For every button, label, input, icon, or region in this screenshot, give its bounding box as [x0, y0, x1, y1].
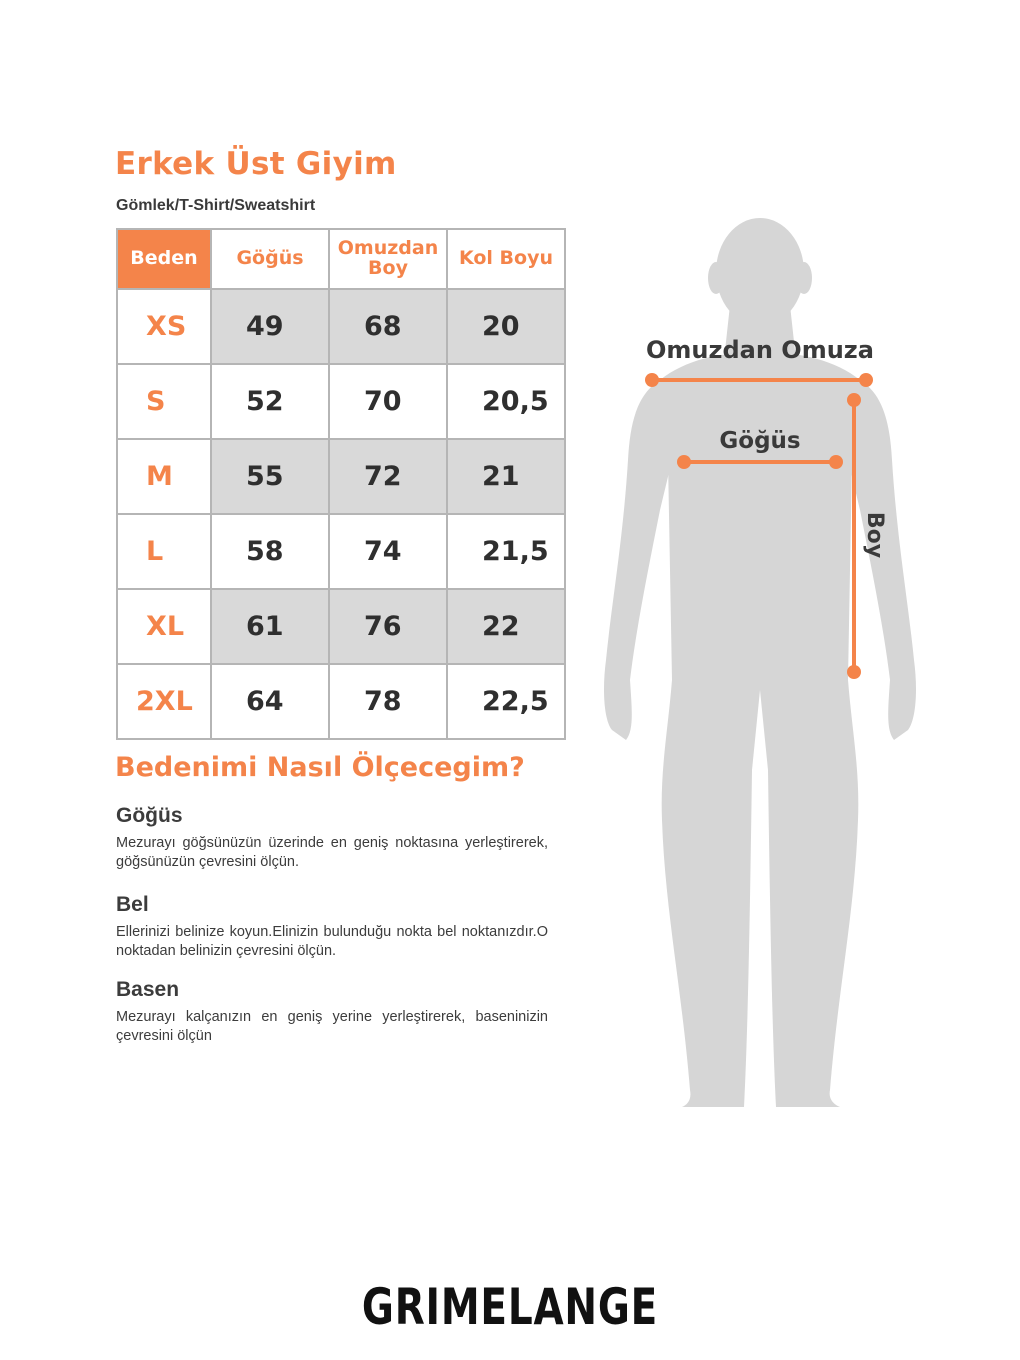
brand-logo: GRIMELANGE: [361, 1278, 659, 1336]
length-top-dot: [847, 393, 861, 407]
measure-text: Mezurayı göğsünüzün üzerinde en geniş noktasına yerleştirerek, göğsünüzün çevresini ölçün.: [116, 835, 548, 870]
table-row: [117, 514, 565, 589]
length-cell: 74: [329, 514, 447, 589]
measure-heading: Göğüs: [116, 804, 183, 827]
chest-cell: 49: [211, 289, 329, 364]
size-cell: S: [117, 364, 211, 439]
measure-section-hip: [116, 978, 548, 1046]
chest-left-dot: [677, 455, 691, 469]
length-bottom-dot: [847, 665, 861, 679]
chest-cell: 52: [211, 364, 329, 439]
header-chest: Göğüs: [211, 229, 329, 289]
measure-text: Ellerinizi belinize koyun.Elinizin bulunduğu nokta bel noktanızdır.O noktadan belinizin çevresini ölçün.: [116, 924, 548, 959]
header-sleeve: Kol Boyu: [447, 229, 565, 289]
length-cell: 72: [329, 439, 447, 514]
sleeve-cell: 20: [447, 289, 565, 364]
shoulder-right-dot: [859, 373, 873, 387]
header-shoulder-line1: Omuzdan: [337, 237, 439, 260]
sleeve-cell: 21: [447, 439, 565, 514]
shoulder-label: Omuzdan Omuza: [646, 336, 874, 364]
size-table: [116, 228, 566, 740]
header-shoulder-line2: Boy: [368, 257, 408, 279]
measure-section-chest: [116, 804, 548, 872]
body-figure: [590, 210, 930, 1120]
chest-right-dot: [829, 455, 843, 469]
size-cell: XS: [117, 289, 211, 364]
table-row: [117, 439, 565, 514]
sleeve-cell: 22,5: [447, 664, 565, 739]
table-header-row: [117, 229, 565, 289]
chest-label: Göğüs: [719, 428, 801, 454]
size-cell: XL: [117, 589, 211, 664]
header-size: Beden: [117, 229, 211, 289]
chest-cell: 61: [211, 589, 329, 664]
shoulder-left-dot: [645, 373, 659, 387]
measure-section-waist: [116, 893, 548, 961]
table-row: [117, 364, 565, 439]
page-title: Erkek Üst Giyim: [115, 146, 397, 182]
sleeve-cell: 20,5: [447, 364, 565, 439]
table-row: [117, 289, 565, 364]
length-label: Boy: [862, 511, 887, 559]
page-subtitle: Gömlek/T-Shirt/Sweatshirt: [116, 197, 316, 214]
sleeve-cell: 22: [447, 589, 565, 664]
chest-cell: 64: [211, 664, 329, 739]
length-cell: 68: [329, 289, 447, 364]
size-cell: M: [117, 439, 211, 514]
measure-heading: Basen: [116, 978, 180, 1001]
sleeve-cell: 21,5: [447, 514, 565, 589]
measure-heading: Bel: [116, 893, 149, 916]
chest-cell: 55: [211, 439, 329, 514]
table-row: [117, 589, 565, 664]
how-to-measure-title: Bedenimi Nasıl Ölçecegim?: [115, 752, 525, 783]
chest-cell: 58: [211, 514, 329, 589]
length-cell: 78: [329, 664, 447, 739]
size-cell: L: [117, 514, 211, 589]
length-cell: 76: [329, 589, 447, 664]
table-row: [117, 664, 565, 739]
measure-text: Mezurayı kalçanızın en geniş yerine yerleştirerek, baseninizin çevresini ölçün: [116, 1009, 548, 1044]
length-cell: 70: [329, 364, 447, 439]
header-shoulder-length: [329, 229, 447, 289]
size-cell: 2XL: [117, 664, 211, 739]
